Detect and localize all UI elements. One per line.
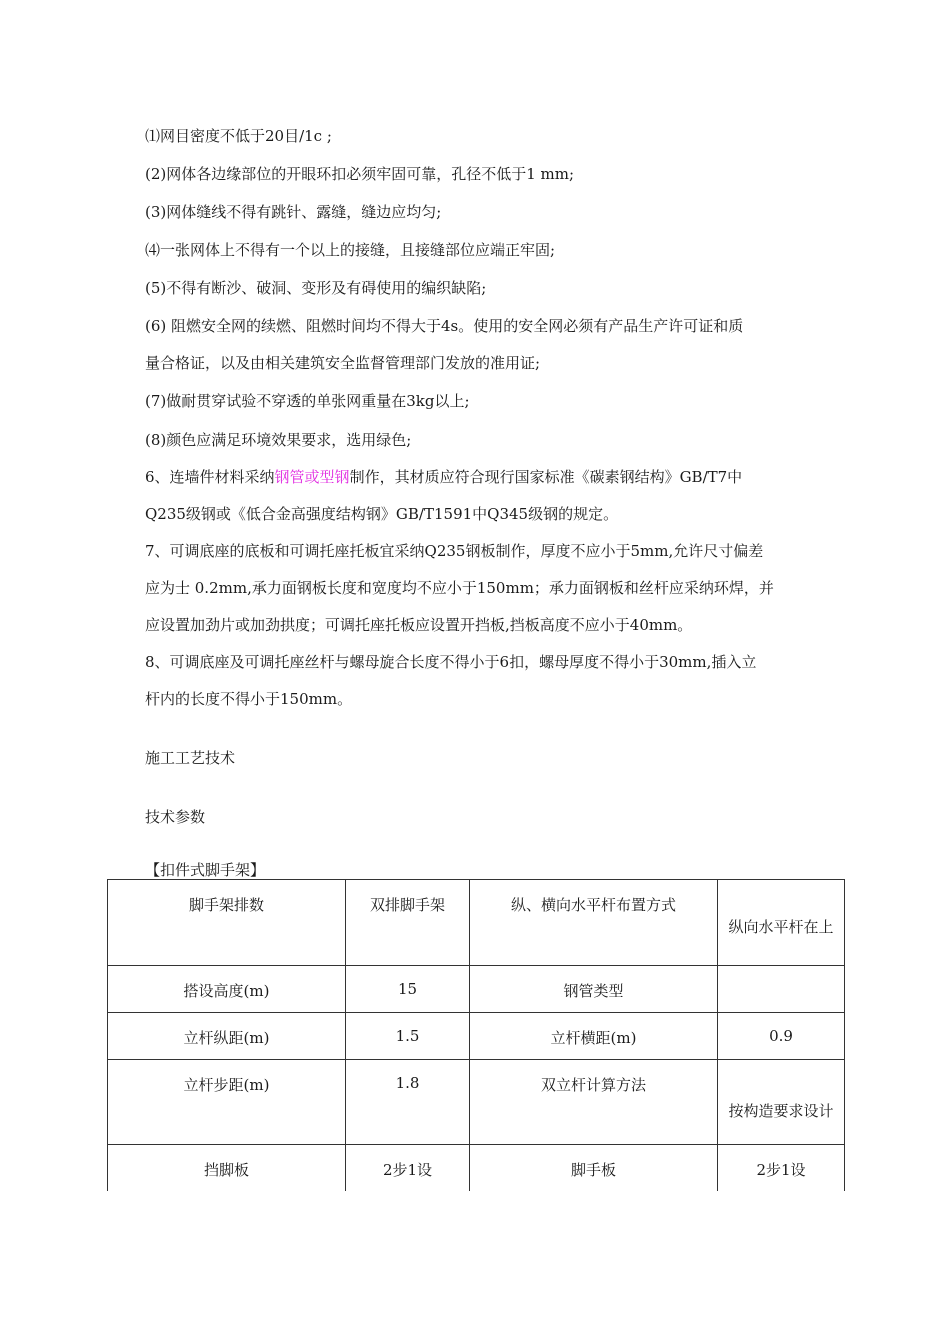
table-cell: 1.5: [346, 1013, 470, 1060]
item-6-line-1: (6) 阻燃安全网的续燃、阻燃时间均不得大于4s。使用的安全网必须有产品生产许可证和质: [145, 317, 744, 335]
table-cell: 双排脚手架: [346, 880, 470, 966]
paragraph-8-line-1: 8、可调底座及可调托座丝杆与螺母旋合长度不得小于6扣，螺母厚度不得小于30mm,插入立: [145, 653, 757, 671]
item-8: (8)颜色应满足环境效果要求，选用绿色;: [145, 431, 412, 449]
paragraph-6-suffix: 制作，其材质应符合现行国家标准《碳素钢结构》GB/T7中: [349, 468, 743, 486]
table-cell: 纵、横向水平杆布置方式: [470, 880, 718, 966]
heading-parameters: 技术参数: [145, 808, 206, 826]
table-row: [108, 1060, 845, 1145]
table-cell: 立杆步距(m): [108, 1060, 346, 1145]
table-cell: 搭设高度(m): [108, 966, 346, 1013]
paragraph-6-line-2: Q235级钢或《低合金高强度结构钢》GB/T1591中Q345级钢的规定。: [145, 505, 619, 523]
table-cell: 按构造要求设计: [718, 1060, 845, 1145]
table-cell: [718, 966, 845, 1013]
item-3: (3)网体缝线不得有跳针、露缝，缝边应均匀;: [145, 203, 442, 221]
paragraph-7-line-2: 应为士 0.2mm,承力面钢板长度和宽度均不应小于150mm；承力面钢板和丝杆应采纳环焊，并: [145, 579, 774, 597]
table-title: 【扣件式脚手架】: [145, 861, 266, 879]
paragraph-6-line-1: [145, 467, 850, 487]
table-cell: 15: [346, 966, 470, 1013]
table-row: [108, 1013, 845, 1060]
table-cell: 2步1设: [346, 1145, 470, 1191]
table-cell: 钢管类型: [470, 966, 718, 1013]
paragraph-7-line-1: 7、可调底座的底板和可调托座托板宜采纳Q235钢板制作，厚度不应小于5mm,允许尺寸偏差: [145, 542, 764, 560]
item-1: ⑴网目密度不低于20目/1c ;: [145, 127, 332, 145]
table-cell: 立杆纵距(m): [108, 1013, 346, 1060]
item-4: ⑷一张网体上不得有一个以上的接缝，且接缝部位应端正牢固;: [145, 241, 556, 259]
table-row: [108, 966, 845, 1013]
table-cell: 2步1设: [718, 1145, 845, 1191]
paragraph-6-prefix: 6、连墙件材料采纳: [145, 468, 275, 486]
heading-construction: 施工工艺技术: [145, 749, 236, 767]
table-cell: 脚手板: [470, 1145, 718, 1191]
paragraph-8-line-2: 杆内的长度不得小于150mm。: [145, 690, 353, 708]
paragraph-7-line-3: 应设置加劲片或加劲拱度；可调托座托板应设置开挡板,挡板高度不应小于40mm。: [145, 616, 693, 634]
table-cell: 1.8: [346, 1060, 470, 1145]
parameters-table: [107, 879, 845, 1191]
table-cell: 纵向水平杆在上: [718, 880, 845, 966]
table-cell: 脚手架排数: [108, 880, 346, 966]
item-6-line-2: 量合格证，以及由相关建筑安全监督管理部门发放的准用证;: [145, 354, 541, 372]
table-cell: 双立杆计算方法: [470, 1060, 718, 1145]
item-5: (5)不得有断沙、破洞、变形及有碍使用的编织缺陷;: [145, 279, 487, 297]
table-row: [108, 880, 845, 966]
item-2: (2)网体各边缘部位的开眼环扣必须牢固可靠，孔径不低于1 mm;: [145, 165, 575, 183]
table-row: [108, 1145, 845, 1191]
table-cell: 0.9: [718, 1013, 845, 1060]
table-cell: 挡脚板: [108, 1145, 346, 1191]
item-7: (7)做耐贯穿试验不穿透的单张网重量在3kg以上;: [145, 392, 470, 410]
paragraph-6-highlight: 钢管或型钢: [274, 468, 350, 486]
table-cell: 立杆横距(m): [470, 1013, 718, 1060]
